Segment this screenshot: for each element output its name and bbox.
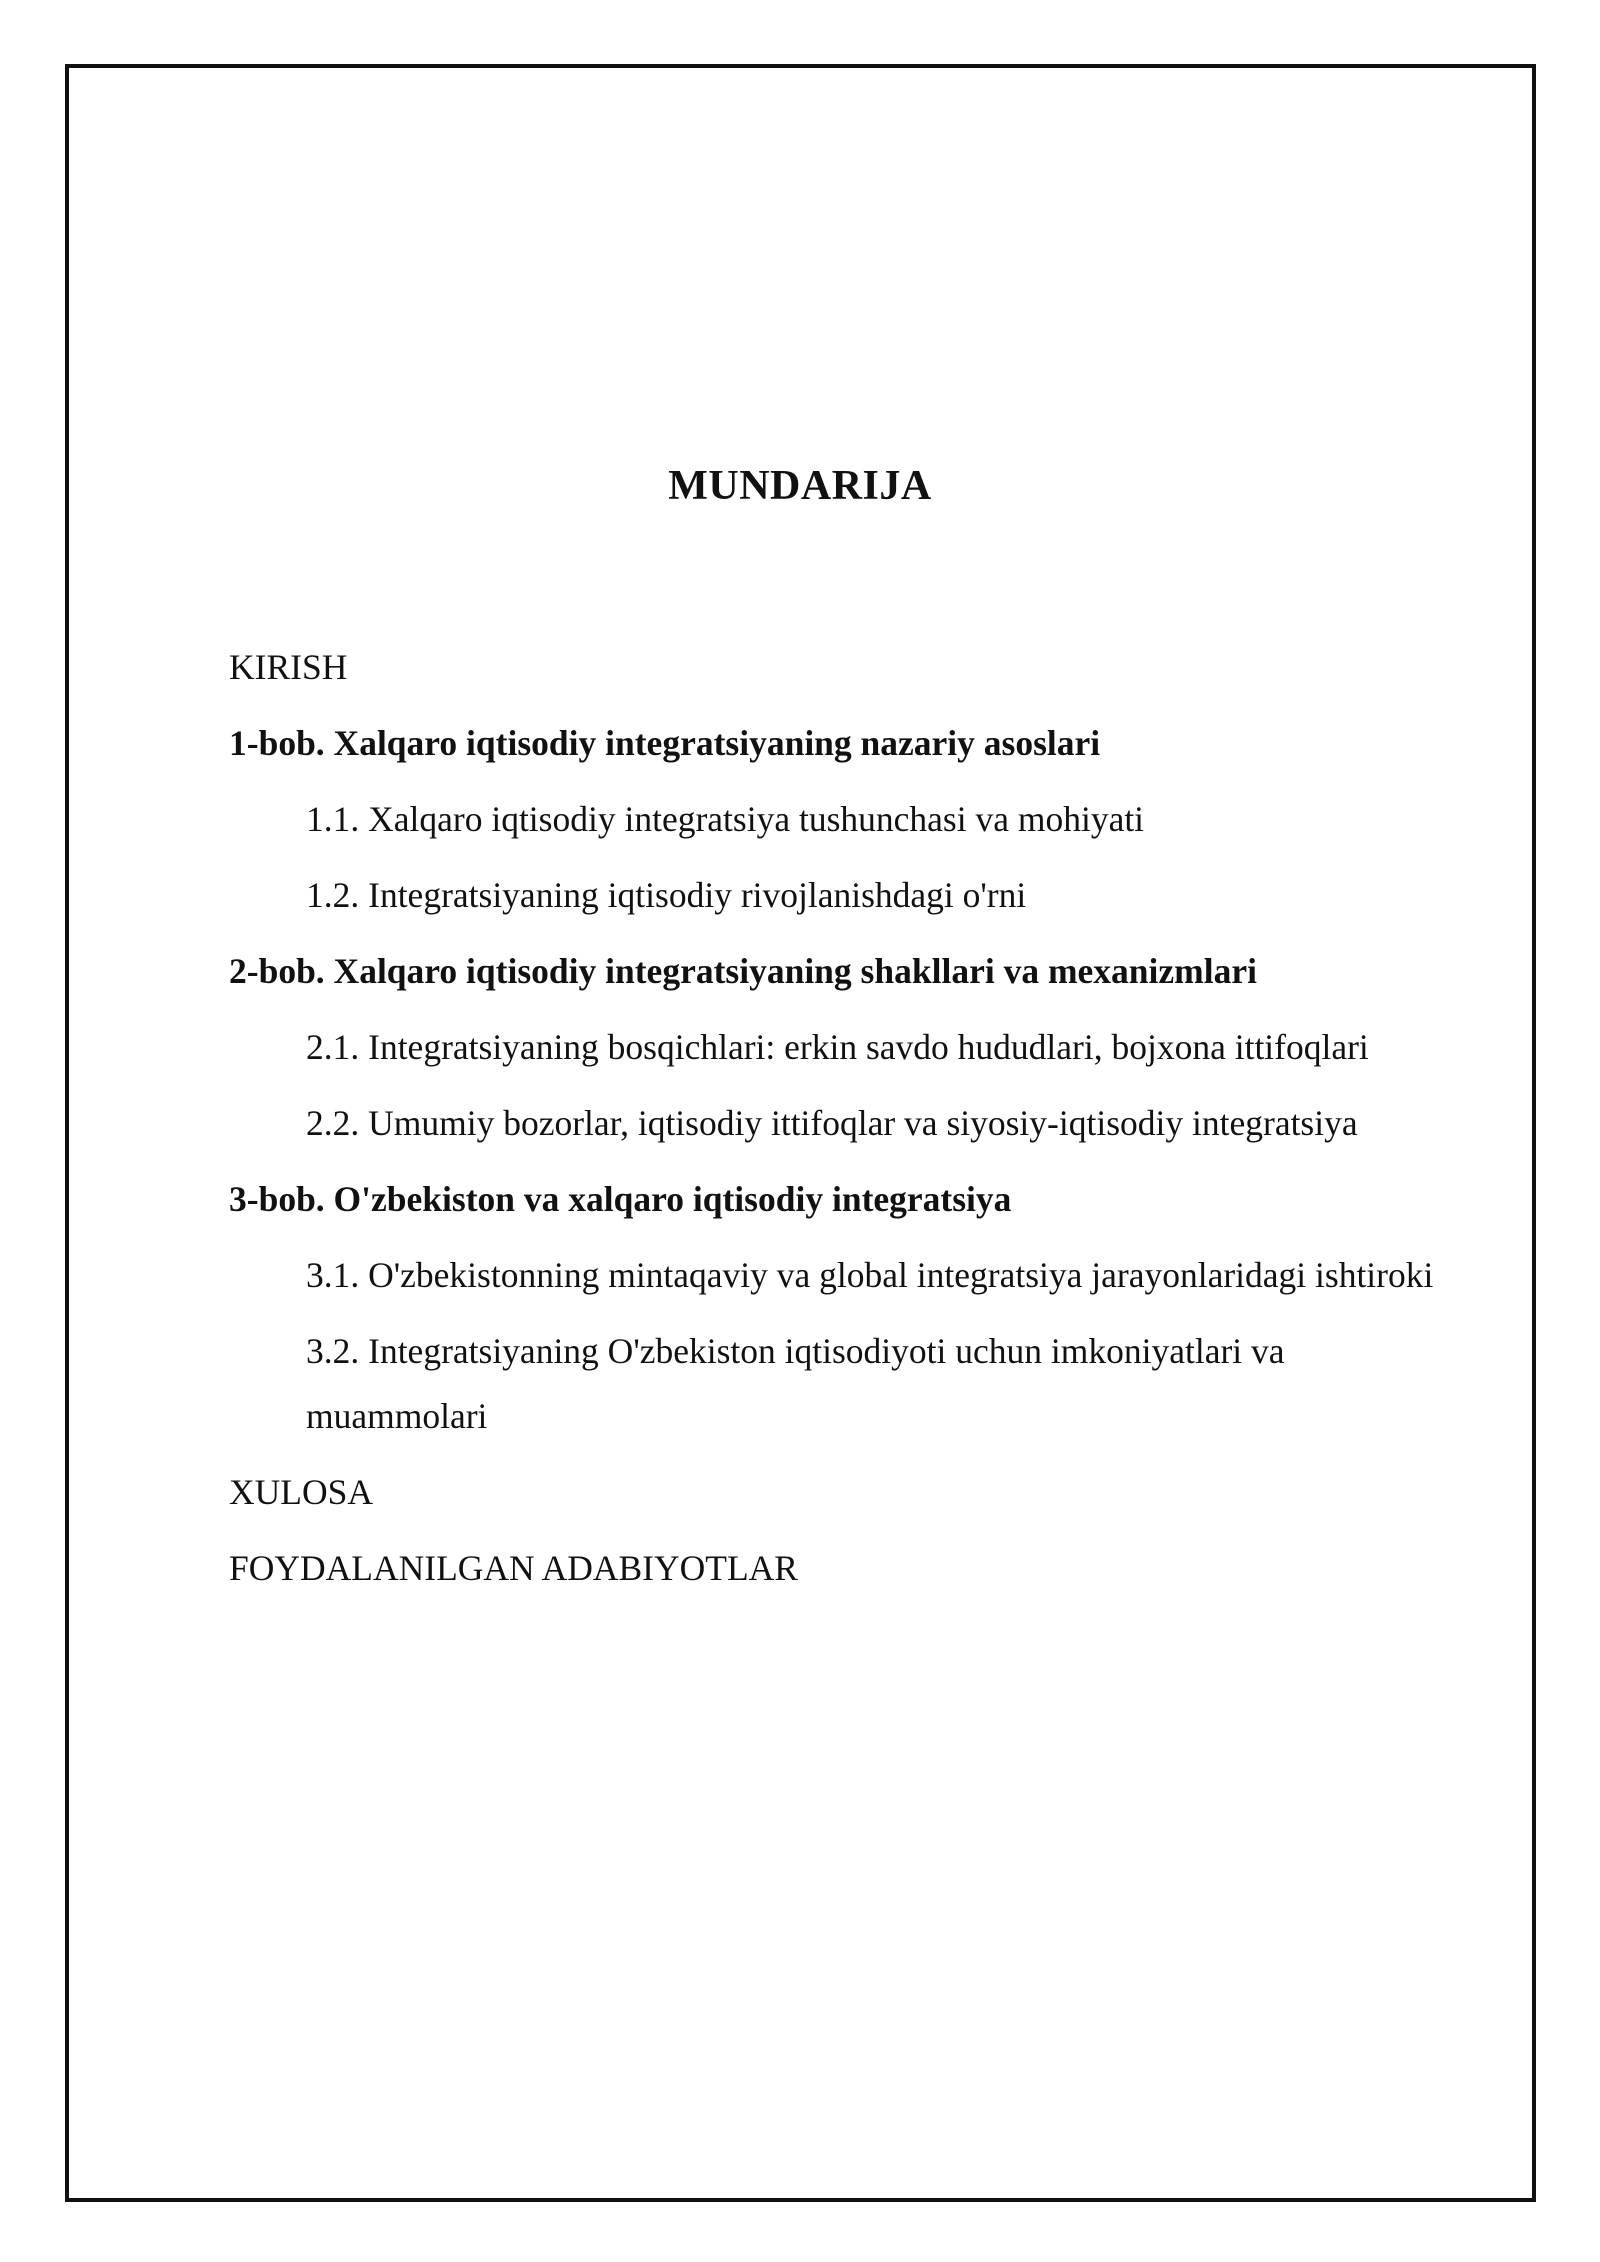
toc-entry-introduction: KIRISH <box>229 647 348 687</box>
toc-section-2-2: 2.2. Umumiy bozorlar, iqtisodiy ittifoqlar va siyosiy-iqtisodiy integratsiya <box>306 1103 1358 1143</box>
toc-section-2-1: 2.1. Integratsiyaning bosqichlari: erkin savdo hududlari, bojxona ittifoqlari <box>306 1027 1369 1067</box>
toc-section-1-2: 1.2. Integratsiyaning iqtisodiy rivojlanishdagi o'rni <box>306 875 1027 915</box>
toc-section-3-2: 3.2. Integratsiyaning O'zbekiston iqtisodiyoti uchun imkoniyatlari va muammolari <box>306 1331 1285 1436</box>
toc-entry-conclusion: XULOSA <box>229 1472 373 1512</box>
toc-chapter-2: 2-bob. Xalqaro iqtisodiy integratsiyaning shakllari va mexanizmlari <box>229 951 1257 991</box>
toc-section-1-1: 1.1. Xalqaro iqtisodiy integratsiya tushunchasi va mohiyati <box>306 799 1145 839</box>
toc-entry-references: FOYDALANILGAN ADABIYOTLAR <box>229 1548 798 1588</box>
toc-section-3-1: 3.1. O'zbekistonning mintaqaviy va global integratsiya jarayonlaridagi ishtiroki <box>306 1255 1434 1295</box>
toc-chapter-3: 3-bob. O'zbekiston va xalqaro iqtisodiy integratsiya <box>229 1179 1012 1219</box>
table-of-contents <box>229 635 1459 1612</box>
page-title: MUNDARIJA <box>668 463 932 509</box>
toc-chapter-1: 1-bob. Xalqaro iqtisodiy integratsiyaning nazariy asoslari <box>229 723 1101 763</box>
